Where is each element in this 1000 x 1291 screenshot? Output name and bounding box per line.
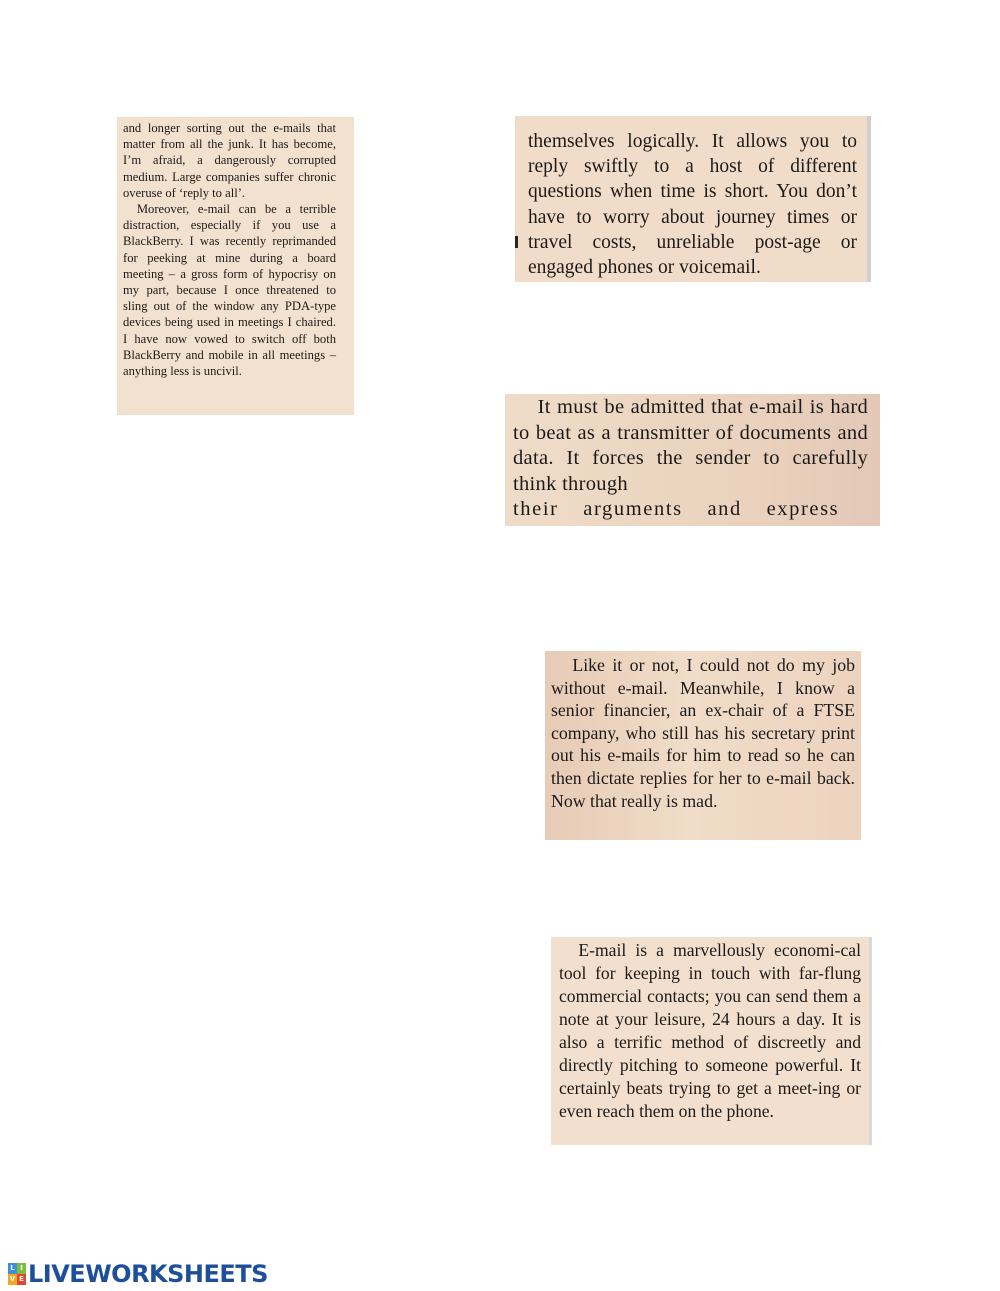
text-clipping-could-not-do-job [545, 651, 861, 840]
text-clipping-transmitter-of-documents [505, 394, 880, 526]
logo-wordmark: LIVEWORKSHEETS [28, 1260, 268, 1288]
text-clipping-economical-tool [551, 937, 872, 1145]
text-clipping-email-distraction [117, 117, 354, 415]
liveworksheets-logo-icon [8, 1263, 26, 1285]
logo-letter: L [8, 1263, 17, 1274]
clip-paragraph: their arguments and express [513, 498, 840, 521]
clip-paragraph: and longer sorting out the e-mails that matter from all the junk. It has become, I’m afraid, a dangerously corrupted medium. Large companies suffer chronic overuse of ‘reply to all’. [123, 121, 336, 200]
clip-paragraph: Moreover, e-mail can be a terrible distraction, especially if you use a BlackBerry. I was recently reprimanded for peeking at mine during a board meeting – a gross form of hypocrisy on my part, because I once threatened to sling out of the window any PDA-type devices being used in meetings I chaired. I have now vowed to switch off both BlackBerry and mobile in all meetings – anything less is uncivil. [123, 202, 336, 379]
text-clipping-reply-swiftly [515, 116, 871, 282]
clip-paragraph: Like it or not, I could not do my job without e-mail. Meanwhile, I know a senior financier, an ex-chair of a FTSE company, who still has his secretary print out his e-mails for him to read so he can then dictate replies for her to e-mail back. Now that really is mad. [551, 655, 855, 811]
liveworksheets-logo [8, 1260, 268, 1288]
logo-letter: V [9, 1275, 16, 1283]
clip-paragraph: E-mail is a marvellously economi-cal tool for keeping in touch with far-flung commercial contacts; you can send them a note at your leisure, 24 hours a day. It is also a terrific method of discreetly and directly pitching to someone powerful. It certainly beats trying to get a meet-ing or even reach them on the phone. [559, 940, 861, 1121]
clip-paragraph: It must be admitted that e-mail is hard to beat as a transmitter of documents and data. It forces the sender to carefully think through [513, 396, 868, 495]
clip-paragraph: themselves logically. It allows you to reply swiftly to a host of different questions when time is short. You don’t have to worry about journey times or travel costs, unreliable post-age or engaged phones or voicemail. [528, 131, 857, 279]
logo-letter: E [17, 1274, 26, 1285]
logo-letter: I [17, 1263, 26, 1274]
margin-mark [515, 236, 518, 248]
